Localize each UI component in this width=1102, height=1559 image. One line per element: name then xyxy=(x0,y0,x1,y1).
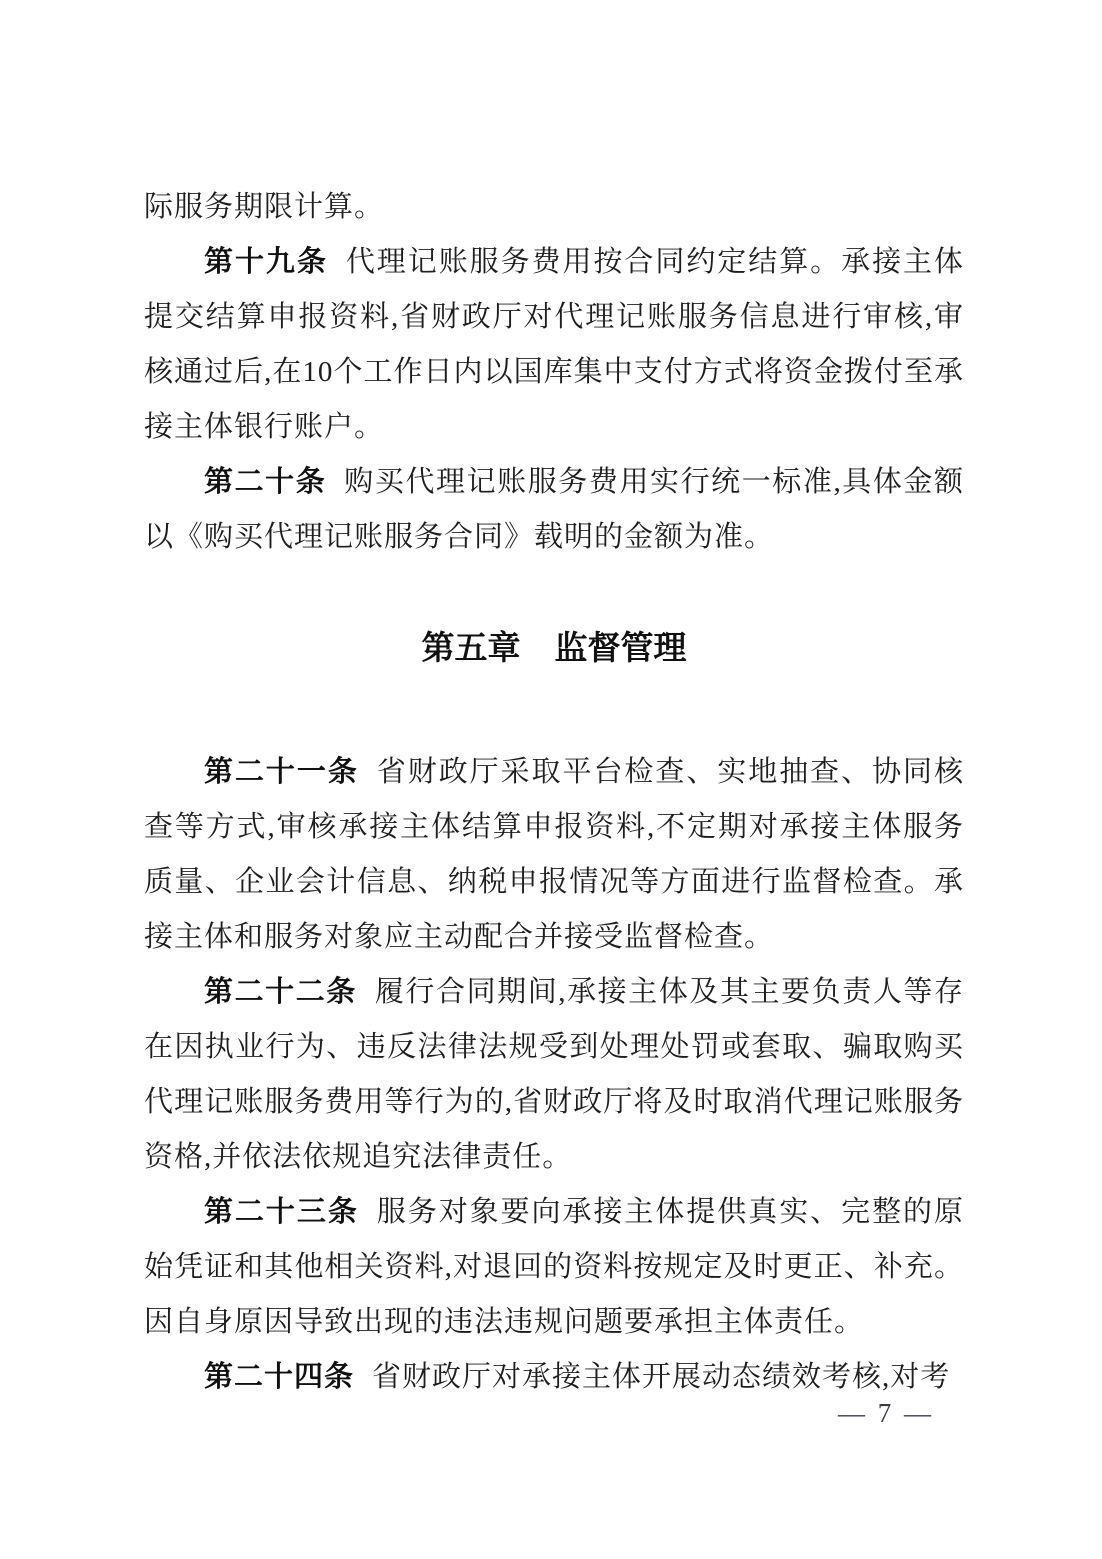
article-23-text: 服务对象要向承接主体提供真实、完整的原始凭证和其他相关资料,对退回的资料按规定及时更正、补充。因自身原因导致出现的违法违规问题要承担主体责任。 xyxy=(144,1196,964,1338)
article-22 xyxy=(144,965,964,1185)
chapter-title: 监督管理 xyxy=(554,629,687,666)
chapter-heading xyxy=(144,620,964,675)
article-19 xyxy=(144,235,964,455)
article-20-number: 第二十条 xyxy=(204,466,327,498)
article-24-number: 第二十四条 xyxy=(204,1361,355,1393)
article-24-text: 省财政厅对承接主体开展动态绩效考核,对考 xyxy=(372,1361,951,1393)
article-24 xyxy=(144,1350,964,1405)
document-body xyxy=(144,180,964,1405)
chapter-label: 第五章 xyxy=(421,629,521,666)
article-23 xyxy=(144,1185,964,1350)
article-21 xyxy=(144,745,964,965)
article-22-text: 履行合同期间,承接主体及其主要负责人等存在因执业行为、违反法律法规受到处理处罚或套取、骗取购买代理记账服务费用等行为的,省财政厅将及时取消代理记账服务资格,并依法依规追究法律责任。 xyxy=(144,976,964,1173)
article-20 xyxy=(144,455,964,565)
page-number: — 7 — xyxy=(838,1398,934,1428)
article-20-text: 购买代理记账服务费用实行统一标准,具体金额以《购买代理记账服务合同》载明的金额为准。 xyxy=(144,466,964,553)
article-22-number: 第二十二条 xyxy=(204,976,357,1008)
article-19-number: 第十九条 xyxy=(204,246,328,278)
article-19-text: 代理记账服务费用按合同约定结算。承接主体提交结算申报资料,省财政厅对代理记账服务信息进行审核,审核通过后,在10个工作日内以国库集中支付方式将资金拨付至承接主体银行账户。 xyxy=(144,246,964,443)
article-23-number: 第二十三条 xyxy=(204,1196,359,1228)
article-21-text: 省财政厅采取平台检查、实地抽查、协同核查等方式,审核承接主体结算申报资料,不定期对承接主体服务质量、企业会计信息、纳税申报情况等方面进行监督检查。承接主体和服务对象应主动配合并接受监督检查。 xyxy=(144,756,964,953)
paragraph-continuation: 际服务期限计算。 xyxy=(144,191,385,223)
article-21-number: 第二十一条 xyxy=(204,756,359,788)
